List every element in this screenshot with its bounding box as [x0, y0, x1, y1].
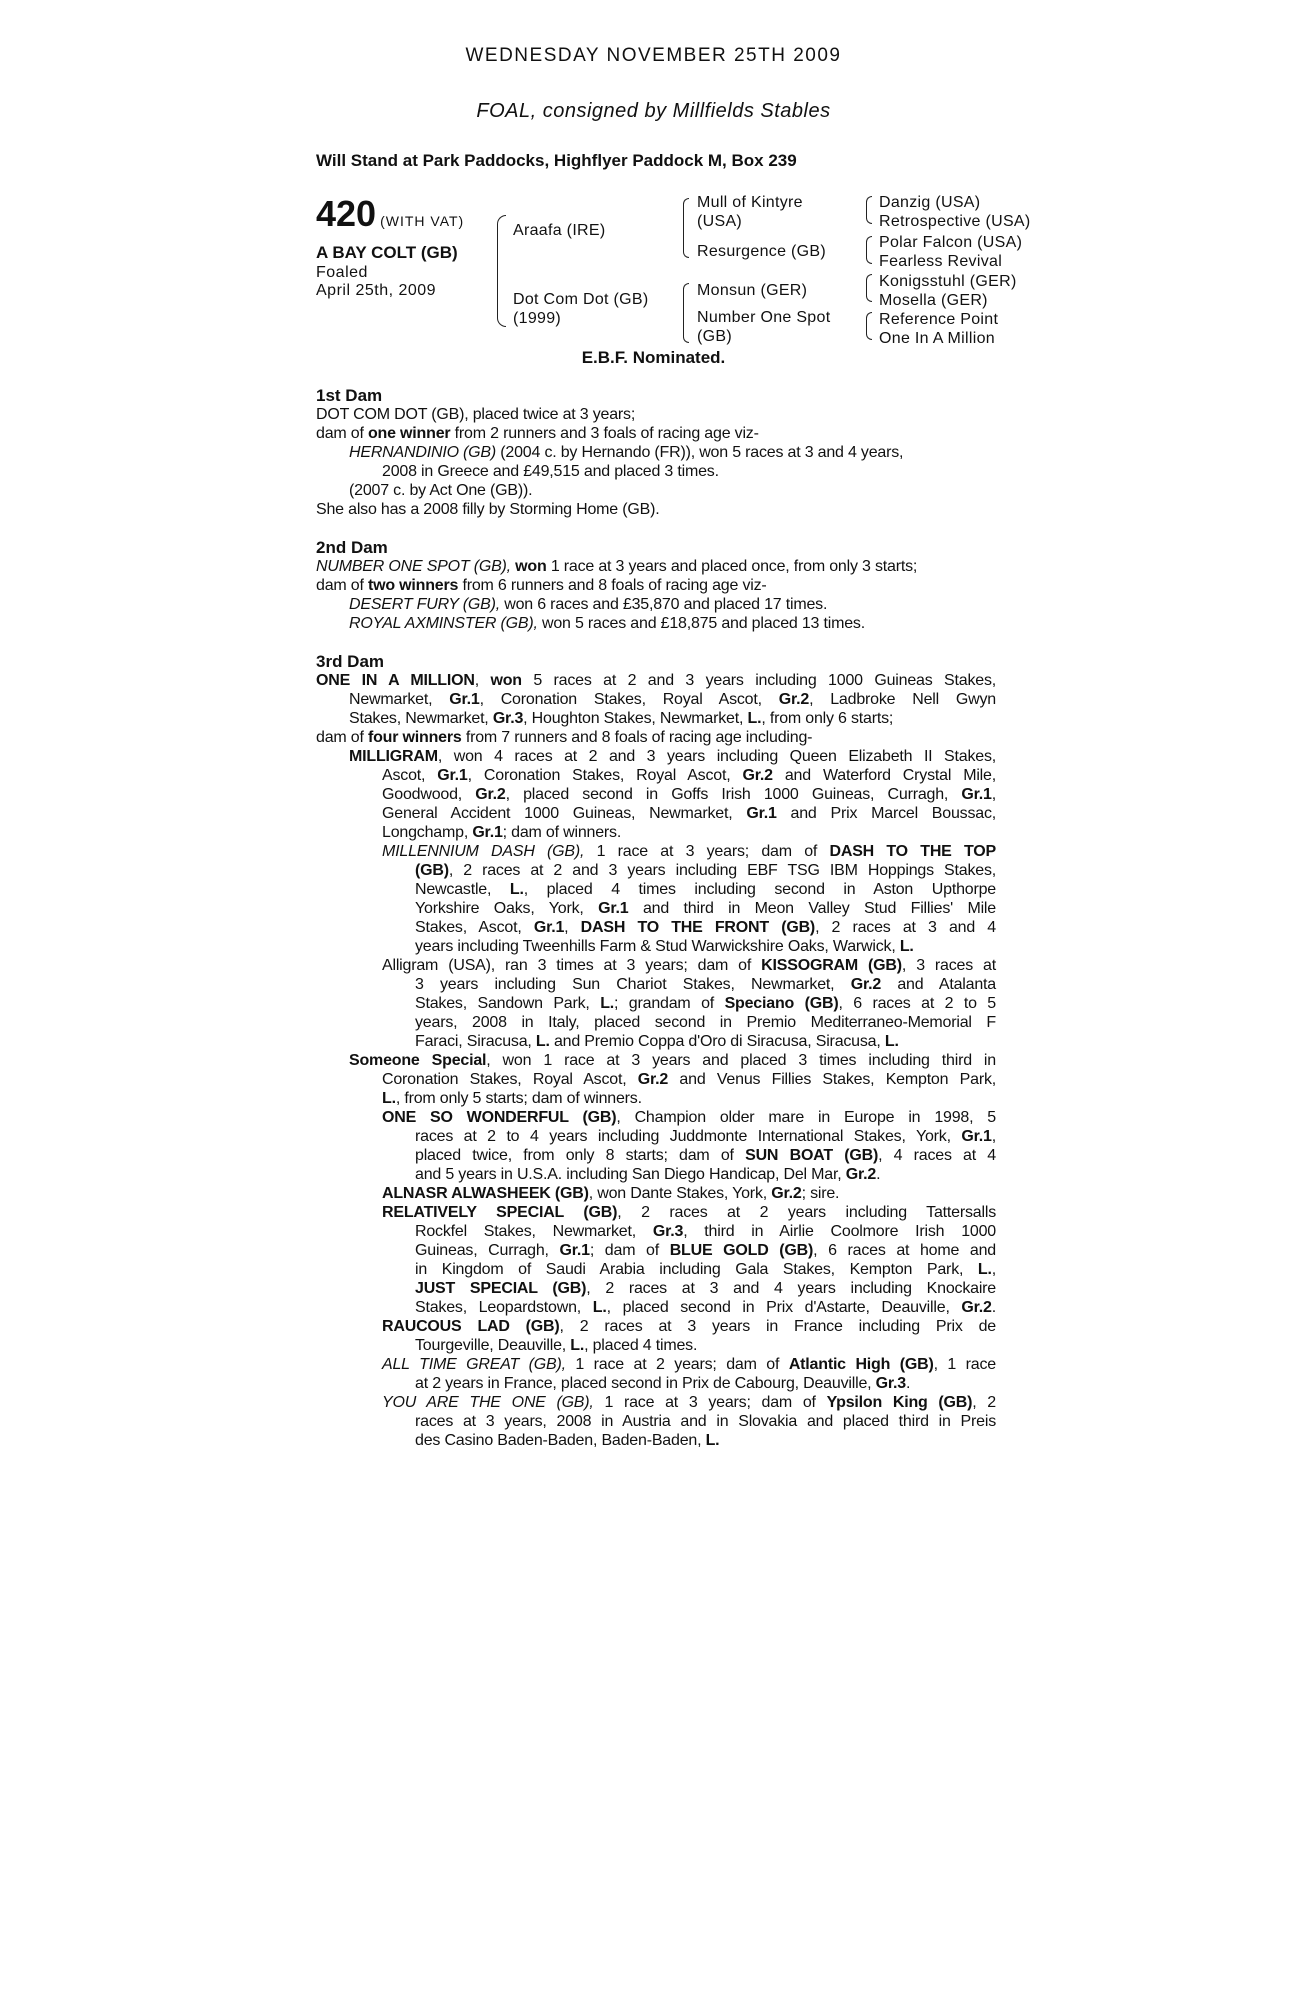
pedigree-brace: [866, 274, 872, 302]
pedigree-dam-dam-country: (GB): [697, 328, 732, 345]
text-line: Rockfel Stakes, Newmarket, Gr.3, third in Airlie Coolmore Irish 1000: [415, 1223, 997, 1240]
text-line: Yorkshire Oaks, York, Gr.1 and third in Meon Valley Stud Fillies' Mile: [415, 900, 996, 917]
first-dam-heading: 1st Dam: [316, 386, 383, 405]
text-line: ALNASR ALWASHEEK (GB), won Dante Stakes, York, Gr.2; sire.: [382, 1185, 840, 1202]
pedigree-sire-dam: Resurgence (GB): [697, 243, 826, 260]
text-line: MILLENNIUM DASH (GB), 1 race at 3 years; dam of DASH TO THE TOP: [382, 843, 996, 860]
text-line: DOT COM DOT (GB), placed twice at 3 years;: [316, 406, 636, 423]
text-line: races at 3 years, 2008 in Austria and in Slovakia and placed third in Preis: [415, 1413, 996, 1430]
text-line: Newmarket, Gr.1, Coronation Stakes, Royal Ascot, Gr.2, Ladbroke Nell Gwyn: [349, 691, 996, 708]
pedigree-sire-sire-name: Mull of Kintyre: [697, 194, 803, 211]
text-line: at 2 years in France, placed second in Prix de Cabourg, Deauville, Gr.3.: [415, 1375, 911, 1392]
pedigree-brace: [683, 283, 689, 343]
text-line: Newcastle, L., placed 4 times including second in Aston Upthorpe: [415, 881, 996, 898]
text-line: 2008 in Greece and £49,515 and placed 3 times.: [382, 463, 719, 480]
second-dam-heading: 2nd Dam: [316, 538, 388, 557]
pedigree-gen3-2: Retrospective (USA): [879, 213, 1031, 230]
text-line: JUST SPECIAL (GB), 2 races at 3 and 4 years including Knockaire: [415, 1280, 996, 1297]
text-line: 3 years including Sun Chariot Stakes, Newmarket, Gr.2 and Atalanta: [415, 976, 996, 993]
pedigree-gen3-3: Polar Falcon (USA): [879, 234, 1023, 251]
text-line: (GB), 2 races at 2 and 3 years including EBF TSG IBM Hoppings Stakes,: [415, 862, 996, 879]
text-line: years, 2008 in Italy, placed second in Premio Mediterraneo-Memorial F: [415, 1014, 996, 1031]
pedigree-brace: [866, 236, 872, 264]
text-line: YOU ARE THE ONE (GB), 1 race at 3 years; dam of Ypsilon King (GB), 2: [382, 1394, 997, 1411]
pedigree-gen3-7: Reference Point: [879, 311, 999, 328]
pedigree-dam-dam-name: Number One Spot: [697, 309, 831, 326]
third-dam-heading: 3rd Dam: [316, 652, 385, 671]
lot-title: A BAY COLT (GB): [316, 243, 458, 262]
pedigree-brace: [866, 312, 872, 340]
text-line: Ascot, Gr.1, Coronation Stakes, Royal Ascot, Gr.2 and Waterford Crystal Mile,: [382, 767, 996, 784]
consignor-line: FOAL, consigned by Millfields Stables: [476, 100, 831, 122]
text-line: Stakes, Newmarket, Gr.3, Houghton Stakes, Newmarket, L., from only 6 starts;: [349, 710, 894, 727]
lot-number-block: [316, 193, 464, 235]
text-line: Longchamp, Gr.1; dam of winners.: [382, 824, 622, 841]
ebf-nominated: E.B.F. Nominated.: [581, 348, 726, 367]
text-line: General Accident 1000 Guineas, Newmarket, Gr.1 and Prix Marcel Boussac,: [382, 805, 997, 822]
pedigree-dam: [513, 290, 649, 328]
text-line: dam of one winner from 2 runners and 3 foals of racing age viz-: [316, 425, 759, 442]
text-line: races at 2 to 4 years including Juddmonte International Stakes, York, Gr.1,: [415, 1128, 996, 1145]
text-line: HERNANDINIO (GB) (2004 c. by Hernando (FR)), won 5 races at 3 and 4 years,: [349, 444, 904, 461]
text-line: des Casino Baden-Baden, Baden-Baden, L.: [415, 1432, 720, 1449]
text-line: dam of two winners from 6 runners and 8 foals of racing age viz-: [316, 577, 767, 594]
third-dam-text: [316, 671, 996, 1450]
pedigree-gen3-1: Danzig (USA): [879, 194, 981, 211]
pedigree-dam-name: Dot Com Dot (GB): [513, 291, 649, 308]
pedigree-dam-sire: Monsun (GER): [697, 282, 808, 299]
text-line: dam of four winners from 7 runners and 8 foals of racing age including-: [316, 729, 813, 746]
stand-location: Will Stand at Park Paddocks, Highflyer Paddock M, Box 239: [316, 151, 797, 170]
text-line: Stakes, Ascot, Gr.1, DASH TO THE FRONT (GB), 2 races at 3 and 4: [415, 919, 997, 936]
text-line: NUMBER ONE SPOT (GB), won 1 race at 3 years and placed once, from only 3 starts;: [316, 558, 918, 575]
lot-number: 420: [316, 193, 377, 234]
text-line: ONE IN A MILLION, won 5 races at 2 and 3 years including 1000 Guineas Stakes,: [316, 672, 996, 689]
text-line: Stakes, Sandown Park, L.; grandam of Speciano (GB), 6 races at 2 to 5: [415, 995, 996, 1012]
vat-note: (WITH VAT): [380, 213, 465, 229]
pedigree-gen3-8: One In A Million: [879, 330, 995, 347]
foaled-block: [316, 264, 436, 300]
pedigree-sire: Araafa (IRE): [513, 222, 606, 239]
text-line: RAUCOUS LAD (GB), 2 races at 3 years in France including Prix de: [382, 1318, 996, 1335]
text-line: in Kingdom of Saudi Arabia including Gala Stakes, Kempton Park, L.,: [415, 1261, 996, 1278]
text-line: Faraci, Siracusa, L. and Premio Coppa d'Oro di Siracusa, Siracusa, L.: [415, 1033, 899, 1050]
foaled-label: Foaled: [316, 264, 368, 281]
pedigree-brace: [866, 196, 872, 224]
text-line: MILLIGRAM, won 4 races at 2 and 3 years including Queen Elizabeth II Stakes,: [349, 748, 996, 765]
first-dam-text: [316, 405, 996, 519]
text-line: Tourgeville, Deauville, L., placed 4 times.: [415, 1337, 698, 1354]
pedigree-sire-sire-country: (USA): [697, 213, 743, 230]
second-dam-text: [316, 557, 996, 633]
text-line: Goodwood, Gr.2, placed second in Goffs Irish 1000 Guineas, Curragh, Gr.1,: [382, 786, 996, 803]
text-line: Guineas, Curragh, Gr.1; dam of BLUE GOLD (GB), 6 races at home and: [415, 1242, 996, 1259]
foaled-date: April 25th, 2009: [316, 282, 437, 299]
text-line: placed twice, from only 8 starts; dam of SUN BOAT (GB), 4 races at 4: [415, 1147, 996, 1164]
text-line: Alligram (USA), ran 3 times at 3 years; dam of KISSOGRAM (GB), 3 races at: [382, 957, 997, 974]
text-line: ALL TIME GREAT (GB), 1 race at 2 years; dam of Atlantic High (GB), 1 race: [382, 1356, 996, 1373]
pedigree-sire-sire: [697, 193, 803, 231]
text-line: Stakes, Leopardstown, L., placed second in Prix d'Astarte, Deauville, Gr.2.: [415, 1299, 997, 1316]
pedigree-gen3-5: Konigsstuhl (GER): [879, 273, 1017, 290]
text-line: Someone Special, won 1 race at 3 years and placed 3 times including third in: [349, 1052, 996, 1069]
text-line: She also has a 2008 filly by Storming Home (GB).: [316, 501, 660, 518]
pedigree-dam-year: (1999): [513, 310, 562, 327]
text-line: and 5 years in U.S.A. including San Diego Handicap, Del Mar, Gr.2.: [415, 1166, 881, 1183]
pedigree-dam-dam: [697, 308, 830, 346]
text-line: RELATIVELY SPECIAL (GB), 2 races at 2 years including Tattersalls: [382, 1204, 996, 1221]
text-line: ONE SO WONDERFUL (GB), Champion older mare in Europe in 1998, 5: [382, 1109, 996, 1126]
text-line: (2007 c. by Act One (GB)).: [349, 482, 533, 499]
text-line: L., from only 5 starts; dam of winners.: [382, 1090, 642, 1107]
pedigree-gen3-4: Fearless Revival: [879, 253, 1003, 270]
text-line: years including Tweenhills Farm & Stud Warwickshire Oaks, Warwick, L.: [415, 938, 914, 955]
sale-date: WEDNESDAY NOVEMBER 25TH 2009: [465, 45, 842, 66]
pedigree-brace: [683, 198, 689, 258]
pedigree-gen3-6: Mosella (GER): [879, 292, 988, 309]
text-line: ROYAL AXMINSTER (GB), won 5 races and £18,875 and placed 13 times.: [349, 615, 865, 632]
text-line: Coronation Stakes, Royal Ascot, Gr.2 and Venus Fillies Stakes, Kempton Park,: [382, 1071, 996, 1088]
pedigree-brace: [497, 215, 506, 327]
text-line: DESERT FURY (GB), won 6 races and £35,870 and placed 17 times.: [349, 596, 828, 613]
